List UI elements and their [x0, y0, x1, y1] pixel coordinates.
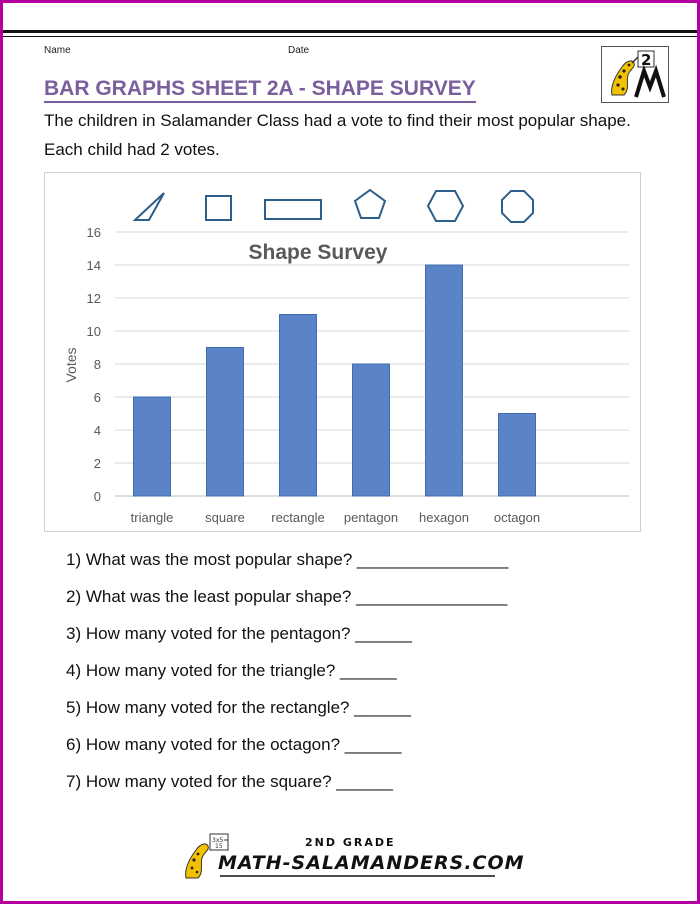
y-tick-label: 14 — [86, 258, 101, 273]
footer-grade: 2ND GRADE — [305, 836, 396, 849]
header-rule — [3, 30, 697, 33]
header-rule-thin — [3, 36, 697, 37]
chart-svg — [45, 173, 642, 533]
y-axis-label: Votes — [63, 347, 79, 383]
svg-text:3x5=: 3x5= — [212, 837, 229, 844]
y-tick-label: 6 — [93, 390, 101, 405]
intro-text: The children in Salamander Class had a vote to find their most popular shape. Each child had 2 votes. — [44, 111, 631, 159]
y-tick-label: 10 — [86, 324, 101, 339]
square-icon — [206, 196, 231, 220]
y-tick-label: 2 — [93, 456, 101, 471]
x-tick-label-hexagon: hexagon — [419, 510, 469, 525]
question-7: 7) How many voted for the square? ______ — [66, 772, 393, 791]
y-tick-label: 0 — [93, 489, 101, 504]
y-tick-label: 8 — [93, 357, 101, 372]
question-2: 2) What was the least popular shape? ________________ — [66, 587, 508, 606]
footer-site-link[interactable]: MATH-SALAMANDERS.COM — [218, 852, 525, 874]
question-5: 5) How many voted for the rectangle? ______ — [66, 698, 411, 717]
y-tick-label: 12 — [86, 291, 101, 306]
question-1: 1) What was the most popular shape? ________________ — [66, 550, 509, 569]
svg-text:15: 15 — [215, 843, 223, 850]
octagon-icon — [502, 191, 533, 222]
triangle-icon — [135, 193, 164, 220]
question-list — [66, 548, 666, 807]
bar-octagon — [499, 414, 536, 497]
question-3: 3) How many voted for the pentagon? ______ — [66, 624, 412, 643]
salamander-icon — [612, 55, 640, 95]
name-label: Name — [44, 45, 71, 56]
x-tick-label-square: square — [205, 510, 245, 525]
page-title: BAR GRAPHS SHEET 2A - SHAPE SURVEY — [44, 77, 476, 103]
question-4: 4) How many voted for the triangle? ______ — [66, 661, 397, 680]
grade-logo — [601, 46, 669, 103]
rectangle-icon — [265, 200, 321, 219]
bar-hexagon — [426, 265, 463, 496]
question-6: 6) How many voted for the octagon? ______ — [66, 735, 402, 754]
x-tick-label-pentagon: pentagon — [343, 510, 399, 525]
pentagon-icon — [355, 190, 385, 218]
x-tick-label-octagon: octagon — [493, 510, 541, 525]
x-tick-label-triangle: triangle — [130, 510, 174, 525]
bar-rectangle — [280, 315, 317, 497]
bar-square — [207, 348, 244, 497]
chart-title: Shape Survey — [248, 241, 388, 264]
bar-triangle — [134, 397, 171, 496]
x-tick-label-rectangle: rectangle — [271, 510, 325, 525]
date-label: Date — [288, 45, 310, 56]
hexagon-icon — [428, 191, 463, 221]
y-tick-label: 16 — [86, 225, 101, 240]
y-tick-label: 4 — [93, 423, 101, 438]
bar-pentagon — [353, 364, 390, 496]
logo-grade-number: 2 — [641, 51, 652, 69]
shape-survey-chart — [44, 172, 641, 532]
